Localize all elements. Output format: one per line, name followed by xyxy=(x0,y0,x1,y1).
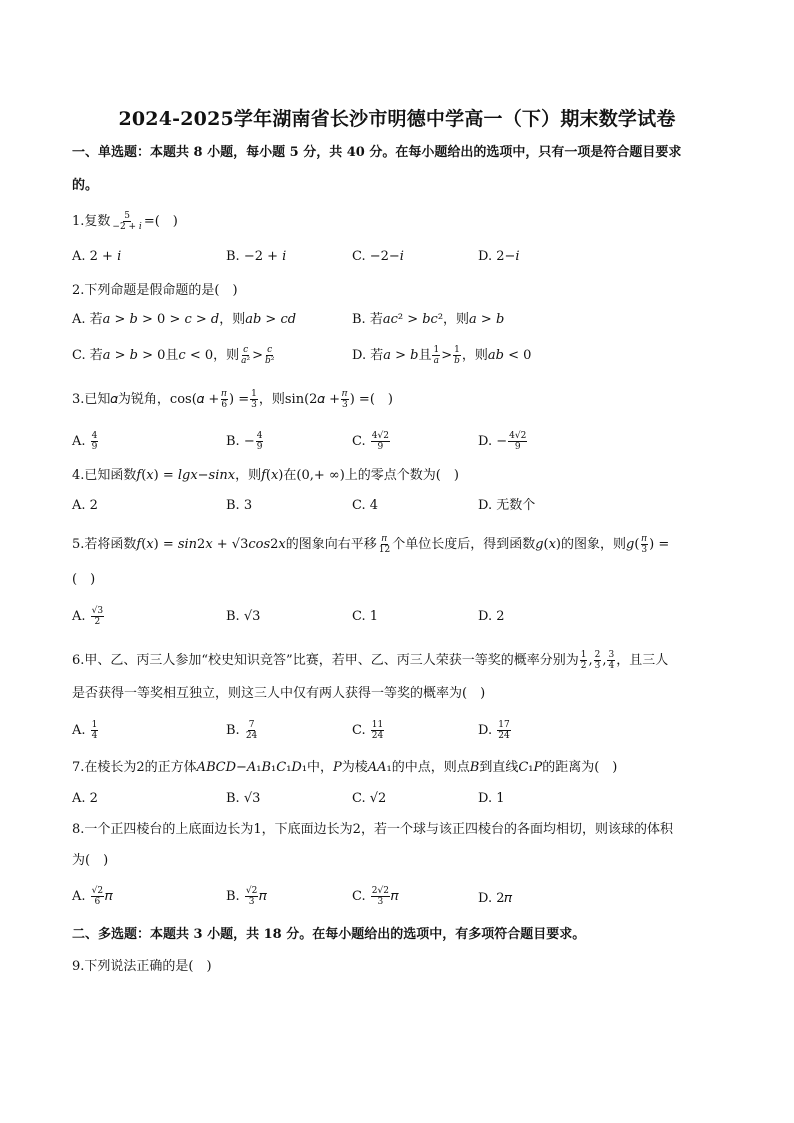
q2-c-f2-den: 𝑏² xyxy=(265,356,275,366)
q3-b-den: 9 xyxy=(256,442,263,452)
q3-d-num: 4√2 xyxy=(509,431,527,441)
question-6: 6.甲、乙、丙三人参加“校史知识竞答”比赛，若甲、乙、丙三人荣获一等奖的概率分别为 $\frac{1}{2}$ , $\frac{2}{3}$ , $\frac{3}{4}$ ，且三人 xyxy=(72,650,669,671)
question-5 xyxy=(72,534,669,555)
question-5-cont: ( ) xyxy=(72,572,96,587)
section-2-heading: 二、多选题：本题共 3 小题，共 18 分。在每小题给出的选项中，有多项符合题目要求。 xyxy=(72,927,586,942)
q6-d-fraction xyxy=(497,720,510,741)
q6-option-a xyxy=(72,720,99,741)
q3-a-den: 9 xyxy=(91,442,98,452)
q4-option-d: D. 无数个 xyxy=(478,498,536,513)
q6-prefix: 6.甲、乙、丙三人参加“校史知识竞答”比赛，若甲、乙、丙三人荣获一等奖的概率分别为 xyxy=(72,653,579,668)
q6-d-num: 17 xyxy=(498,720,510,730)
q8-b-num: √2 xyxy=(245,886,258,896)
q3-mid-2: ，则sin(2𝛼 + xyxy=(258,392,340,407)
q2-d-fraction-1 xyxy=(432,345,440,366)
q2-d-f1-num: 1 xyxy=(433,345,440,355)
q7-option-a: A. 2 xyxy=(72,791,98,806)
q5-a-label: A. xyxy=(72,609,86,624)
q6-a-label: A. xyxy=(72,723,86,738)
q5-option-b: B. √3 xyxy=(226,609,261,624)
q8-option-d: D. 2𝜋 xyxy=(478,891,513,906)
q2-c-f1-den: 𝑎² xyxy=(241,356,251,366)
q6-a-fraction xyxy=(91,720,99,741)
q2-d-fraction-2 xyxy=(453,345,461,366)
q2-d-gt: > xyxy=(441,348,453,363)
q3-f3-num: 𝜋 xyxy=(342,389,348,399)
q6-d-den: 24 xyxy=(498,731,510,741)
q2-d-f1-den: 𝑎 xyxy=(433,356,440,366)
q3-c-den: 9 xyxy=(377,442,384,452)
q2-c-f1-num: 𝑐 xyxy=(243,345,249,355)
q1-option-a: A. 2 + 𝑖 xyxy=(72,249,122,264)
q3-suffix: ) =( ) xyxy=(349,392,393,407)
q5-option-a xyxy=(72,606,105,627)
q3-c-num: 4√2 xyxy=(371,431,389,441)
q8-c-num: 2√2 xyxy=(371,886,389,896)
q6-a-num: 1 xyxy=(91,720,98,730)
q6-a-den: 4 xyxy=(91,731,98,741)
q3-d-label: D. − xyxy=(478,434,508,449)
q3-option-d xyxy=(478,431,528,452)
q5-f1-num: 𝜋 xyxy=(381,534,388,544)
q6-f2-num: 2 xyxy=(594,650,601,660)
q3-f1-num: 𝜋 xyxy=(221,389,227,399)
q3-a-label: A. xyxy=(72,434,86,449)
q2-c-f2-num: 𝑐 xyxy=(267,345,273,355)
q6-b-num: 7 xyxy=(248,720,255,730)
q6-f2-den: 3 xyxy=(594,661,601,671)
q3-option-b xyxy=(226,431,264,452)
section-1-heading-cont: 的。 xyxy=(72,178,99,193)
q3-f2-den: 3 xyxy=(251,400,257,410)
q1-option-c: C. −2−𝑖 xyxy=(352,249,404,264)
q1-suffix: =( ) xyxy=(143,214,178,229)
q2-c-prefix: C. 若𝑎 > 𝑏 > 0且𝑐 < 0，则 xyxy=(72,348,240,363)
q3-d-fraction xyxy=(508,431,527,452)
q3-prefix: 3.已知𝛼为锐角，cos(𝛼 + xyxy=(72,392,220,407)
q8-option-a xyxy=(72,886,113,907)
q3-mid-1: ) = xyxy=(229,392,250,407)
q3-f1-den: 6 xyxy=(221,400,228,410)
q6-fraction-2 xyxy=(594,650,602,671)
q6-f3-num: 3 xyxy=(608,650,615,660)
q8-b-label: B. xyxy=(226,889,240,904)
q5-option-d: D. 2 xyxy=(478,609,505,624)
q6-f1-den: 2 xyxy=(580,661,587,671)
question-1 xyxy=(72,211,178,232)
q1-prefix: 1.复数 xyxy=(72,214,111,229)
q8-c-label: C. xyxy=(352,889,366,904)
q5-a-num: √3 xyxy=(91,606,104,616)
q3-c-fraction xyxy=(371,431,390,452)
question-8-cont: 为( ) xyxy=(72,853,109,868)
q5-suffix: ) = xyxy=(649,537,670,552)
q2-d-f2-den: 𝑏 xyxy=(454,356,460,366)
q2-c-gt: > xyxy=(252,348,264,363)
q3-b-num: 4 xyxy=(256,431,263,441)
q5-mid: 个单位长度后，得到函数𝑔(𝑥)的图象，则𝑔( xyxy=(392,537,640,552)
q2-d-prefix: D. 若𝑎 > 𝑏且 xyxy=(352,348,432,363)
q6-c-label: C. xyxy=(352,723,366,738)
q3-b-label: B. − xyxy=(226,434,255,449)
q3-option-a xyxy=(72,431,99,452)
q7-option-b: B. √3 xyxy=(226,791,261,806)
question-9: 9.下列说法正确的是( ) xyxy=(72,959,212,974)
q6-fraction-1 xyxy=(580,650,588,671)
q1-option-d: D. 2−𝑖 xyxy=(478,249,520,264)
q6-suffix: ，且三人 xyxy=(616,653,669,668)
q6-option-b xyxy=(226,720,259,741)
q3-f3-den: 3 xyxy=(341,400,348,410)
q8-a-num: √2 xyxy=(91,886,104,896)
q6-option-d xyxy=(478,720,512,741)
q8-option-b xyxy=(226,886,267,907)
q6-d-label: D. xyxy=(478,723,493,738)
q5-a-fraction xyxy=(91,606,104,627)
q6-f3-den: 4 xyxy=(608,661,615,671)
q5-f2-num: 𝜋 xyxy=(641,534,647,544)
q2-option-b: B. 若𝑎𝑐² > 𝑏𝑐²，则𝑎 > 𝑏 xyxy=(352,312,505,327)
q5-f1-den: 12 xyxy=(378,545,391,555)
q1-option-b: B. −2 + 𝑖 xyxy=(226,249,287,264)
q2-option-a: A. 若𝑎 > 𝑏 > 0 > 𝑐 > 𝑑，则𝑎𝑏 > 𝑐𝑑 xyxy=(72,312,297,327)
q6-c-fraction xyxy=(371,720,384,741)
q6-c-den: 24 xyxy=(371,731,384,741)
page-title: 2024-2025学年湖南省长沙市明德中学高一（下）期末数学试卷 xyxy=(118,108,676,130)
q1-denominator: −2 + 𝑖 xyxy=(112,222,142,232)
q7-option-d: D. 1 xyxy=(478,791,505,806)
q5-fraction-2 xyxy=(640,534,648,555)
q8-b-den: 3 xyxy=(248,897,255,907)
q8-a-fraction xyxy=(91,886,104,907)
q5-prefix: 5.若将函数𝑓(𝑥) = 𝑠𝑖𝑛2𝑥 + √3𝑐𝑜𝑠2𝑥的图象向右平移 xyxy=(72,537,377,552)
q3-fraction-1 xyxy=(220,389,228,410)
q2-option-d xyxy=(352,345,531,366)
q3-f2-num: 1 xyxy=(251,389,257,399)
q6-b-label: B. xyxy=(226,723,240,738)
q4-option-c: C. 4 xyxy=(352,498,379,513)
q5-option-c: C. 1 xyxy=(352,609,379,624)
question-8: 8.一个正四棱台的上底面边长为1，下底面边长为2，若一个球与该正四棱台的各面均相切，则该球的体积 xyxy=(72,822,673,837)
q8-a-den: 6 xyxy=(94,897,101,907)
question-3 xyxy=(72,389,393,410)
q7-option-c: C. √2 xyxy=(352,791,387,806)
q5-fraction-1 xyxy=(378,534,391,555)
question-4: 4.已知函数𝑓(𝑥) = 𝑙𝑔𝑥−𝑠𝑖𝑛𝑥，则𝑓(𝑥)在(0,+ ∞)上的零点个数为( ) xyxy=(72,468,459,483)
q8-b-pi: 𝜋 xyxy=(259,889,268,904)
q5-a-den: 2 xyxy=(94,617,101,627)
q8-b-fraction xyxy=(245,886,258,907)
q2-d-f2-num: 1 xyxy=(454,345,460,355)
question-6-cont: 是否获得一等奖相互独立，则这三人中仅有两人获得一等奖的概率为( ) xyxy=(72,686,486,701)
q4-option-b: B. 3 xyxy=(226,498,253,513)
q1-numerator: 5 xyxy=(124,211,130,221)
q8-c-pi: 𝜋 xyxy=(390,889,399,904)
q3-option-c xyxy=(352,431,391,452)
q3-fraction-2 xyxy=(250,389,258,410)
q8-c-fraction xyxy=(371,886,390,907)
question-2: 2.下列命题是假命题的是( ) xyxy=(72,283,238,298)
q6-f1-num: 1 xyxy=(580,650,587,660)
q6-c-num: 11 xyxy=(371,720,384,730)
q3-fraction-3 xyxy=(341,389,349,410)
q2-option-c xyxy=(72,345,276,366)
q2-c-fraction-2 xyxy=(264,345,275,366)
q3-c-label: C. xyxy=(352,434,366,449)
q2-d-suffix: ，则𝑎𝑏 < 0 xyxy=(461,348,532,363)
q3-d-den: 9 xyxy=(514,442,521,452)
q8-option-c xyxy=(352,886,399,907)
q6-option-c xyxy=(352,720,385,741)
q5-f2-den: 3 xyxy=(641,545,648,555)
q8-c-den: 3 xyxy=(377,897,384,907)
q8-a-label: A. xyxy=(72,889,86,904)
q8-a-pi: 𝜋 xyxy=(105,889,113,904)
q3-a-num: 4 xyxy=(91,431,98,441)
q3-a-fraction xyxy=(91,431,99,452)
q6-fraction-3 xyxy=(607,650,615,671)
q2-c-fraction-1 xyxy=(240,345,251,366)
q1-fraction xyxy=(111,211,142,232)
question-7: 7.在棱长为2的正方体𝐴𝐵𝐶𝐷−𝐴₁𝐵₁𝐶₁𝐷₁中，𝑃为棱𝐴𝐴₁的中点，则点𝐵到直线𝐶₁𝑃的距离为( ) xyxy=(72,760,618,775)
q6-b-den: 24 xyxy=(245,731,258,741)
section-1-heading: 一、单选题：本题共 8 小题，每小题 5 分，共 40 分。在每小题给出的选项中，只有一项是符合题目要求 xyxy=(72,145,682,160)
q4-option-a: A. 2 xyxy=(72,498,98,513)
q3-b-fraction xyxy=(256,431,264,452)
q6-b-fraction xyxy=(245,720,258,741)
